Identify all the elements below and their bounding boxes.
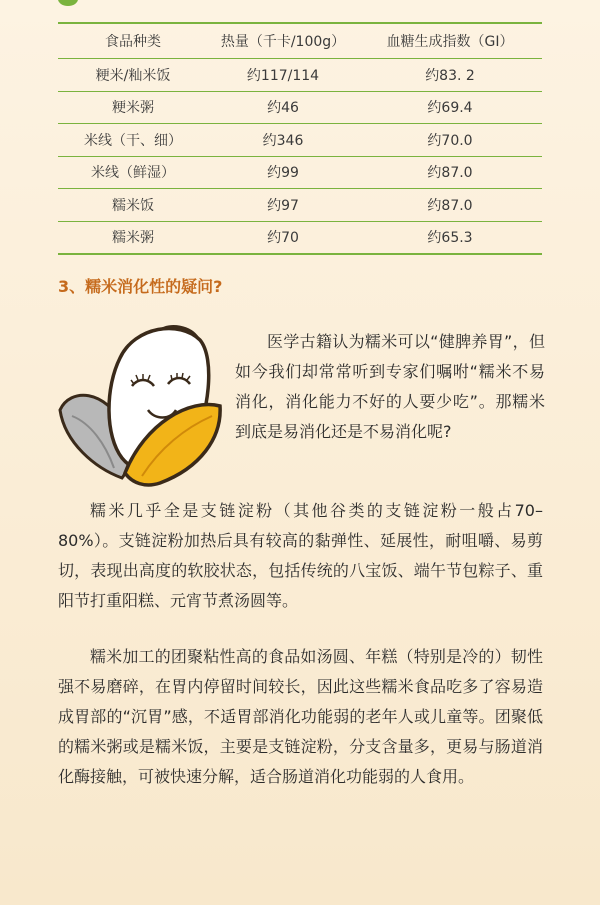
table-cell-food: 糯米粥 [112,230,154,247]
table-row [58,157,542,190]
section-title: 3、糯米消化性的疑问? [58,277,223,296]
rice-grain-mascot-icon [50,318,230,488]
table-cell-gi: 约83. 2 [425,67,475,84]
table-cell-gi: 约70.0 [427,132,473,149]
table-header-cell: 食品种类 [105,34,161,50]
table-cell-gi: 约87.0 [427,165,473,182]
table-row [58,59,542,92]
table-row [58,222,542,256]
table-cell-gi: 约87.0 [427,197,473,214]
table-cell-calories: 约46 [267,100,299,117]
decorative-dot [58,0,78,6]
nutrition-table [58,22,542,255]
body-paragraph-digestion: 糯米加工的团聚粘性高的食品如汤圆、年糕（特别是冷的）韧性强不易磨碎，在胃内停留时间较长，因此这些糯米食品吃多了容易造成胃部的“沉胃”感，不适胃部消化功能弱的老年人或儿童等。团聚低的糯米粥或是糯米饭，主要是支链淀粉，分支含量多，更易与肠道消化酶接触，可被快速分解，适合肠道消化功能弱的人食用。 [58,647,543,786]
table-cell-gi: 约69.4 [427,100,473,117]
table-header-row [58,22,542,59]
body-paragraph-starch: 糯米几乎全是支链淀粉（其他谷类的支链淀粉一般占70–80%）。支链淀粉加热后具有较高的黏弹性、延展性，耐咀嚼、易剪切，表现出高度的软胶状态，包括传统的八宝饭、端午节包粽子、重阳节打重阳糕、元宵节煮汤圆等。 [58,501,543,610]
table-cell-calories: 约346 [262,132,304,149]
table-header-cell: 热量（千卡/100g） [220,34,346,50]
table-cell-calories: 约70 [267,230,299,247]
intro-paragraph: 医学古籍认为糯米可以“健脾养胃”，但如今我们却常常听到专家们嘱咐“糯米不易消化，消化能力不好的人要少吃”。那糯米到底是易消化还是不易消化呢? [235,332,545,441]
table-row [58,189,542,222]
table-cell-food: 粳米粥 [112,100,154,117]
table-row [58,124,542,157]
table-cell-gi: 约65.3 [427,230,473,247]
table-cell-food: 粳米/籼米饭 [95,67,171,84]
table-header-cell: 血糖生成指数（GI） [386,34,514,50]
table-cell-food: 米线（干、细） [84,132,182,149]
table-cell-food: 糯米饭 [112,197,154,214]
table-row [58,92,542,125]
table-cell-calories: 约117/114 [246,67,320,84]
table-cell-food: 米线（鲜湿） [91,165,175,182]
table-cell-calories: 约97 [267,197,299,214]
table-cell-calories: 约99 [267,165,299,182]
